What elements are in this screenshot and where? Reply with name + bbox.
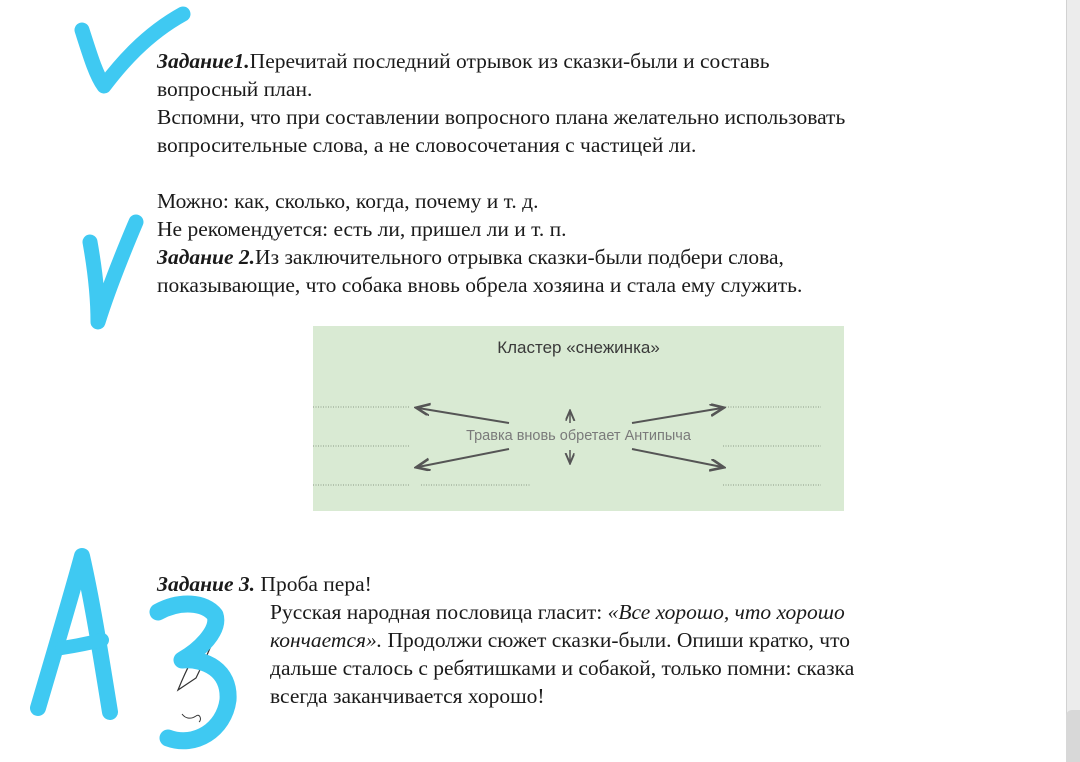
task1-line1 bbox=[157, 47, 770, 75]
task3-line1 bbox=[270, 598, 845, 626]
task3-line4: всегда заканчивается хорошо! bbox=[270, 684, 545, 708]
task1-label: Задание1. bbox=[157, 49, 250, 73]
page-edge-shadow bbox=[1066, 710, 1080, 762]
task1-text-1: Перечитай последний отрывок из сказки-были и составь bbox=[249, 49, 770, 73]
task1-line4: вопросительные слова, а не словосочетания с частицей ли. bbox=[157, 133, 697, 157]
task1-line2: вопросный план. bbox=[157, 77, 313, 101]
task3-text-1: Русская народная пословица гласит: bbox=[270, 600, 608, 624]
cluster-arrows bbox=[313, 326, 844, 511]
hint-not-recommended: Не рекомендуется: есть ли, пришел ли и т. п. bbox=[157, 217, 567, 241]
task3-label: Задание 3. bbox=[157, 572, 256, 596]
proverb-quote-2: кончается». bbox=[270, 628, 383, 652]
task1-line3: Вспомни, что при составлении вопросного плана желательно использовать bbox=[157, 105, 846, 129]
page-edge bbox=[1067, 0, 1080, 762]
task2-line2: показывающие, что собака вновь обрела хозяина и стала ему служить. bbox=[157, 273, 803, 297]
task3-heading bbox=[157, 570, 372, 598]
arrow-up-left bbox=[418, 408, 509, 423]
cluster-title: Кластер «снежинка» bbox=[497, 338, 660, 357]
cluster-center-text: Травка вновь обретает Антипыча bbox=[466, 428, 691, 444]
task3-title: Проба пера! bbox=[255, 572, 372, 596]
task3-line2 bbox=[270, 626, 850, 654]
cluster-snowflake-diagram bbox=[313, 326, 844, 511]
task2-line1 bbox=[157, 243, 784, 271]
task2-text-1: Из заключительного отрывка сказки-были подбери слова, bbox=[255, 245, 784, 269]
task3-text-2: Продолжи сюжет сказки-были. Опиши кратко, что bbox=[382, 628, 850, 652]
task2-label: Задание 2. bbox=[157, 245, 256, 269]
arrow-up-right bbox=[632, 408, 722, 423]
proverb-quote-1: «Все хорошо, что хорошо bbox=[607, 600, 845, 624]
arrow-down-right bbox=[632, 449, 722, 467]
hint-can: Можно: как, сколько, когда, почему и т. д. bbox=[157, 189, 539, 213]
arrow-down-left bbox=[418, 449, 509, 467]
task3-line3: дальше сталось с ребятишками и собакой, только помни: сказка bbox=[270, 656, 855, 680]
